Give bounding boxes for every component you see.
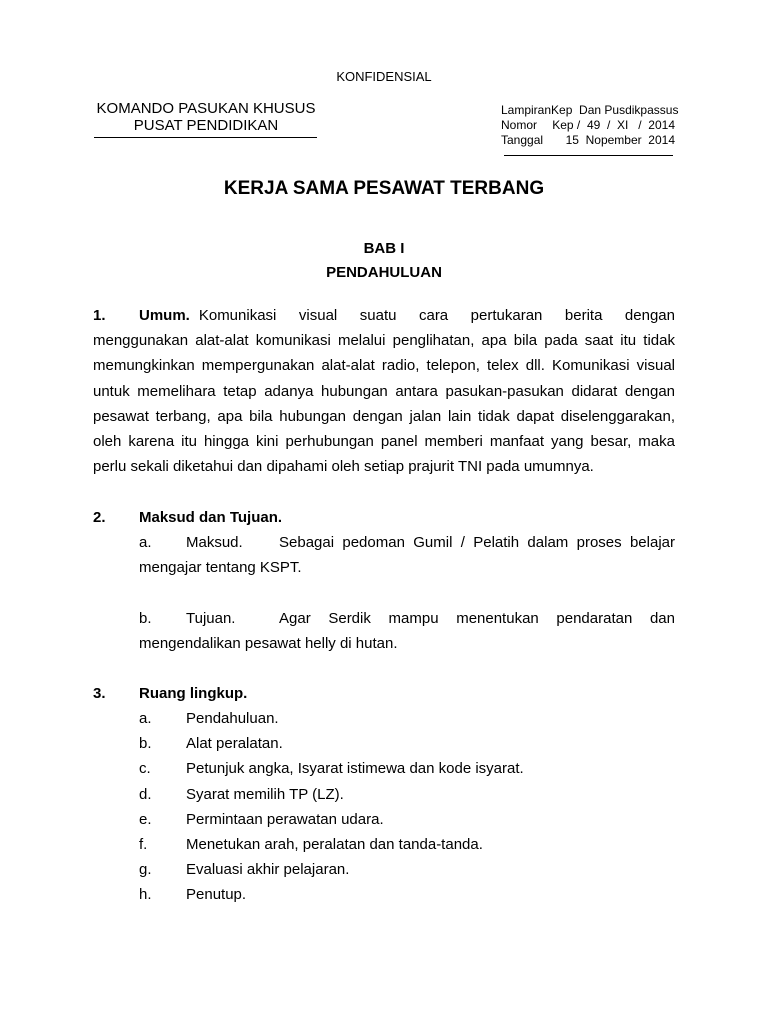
list-item: Pendahuluan. bbox=[186, 710, 279, 727]
org-name-line1: KOMANDO PASUKAN KHUSUS bbox=[96, 100, 316, 117]
list-item: Evaluasi akhir pelajaran. bbox=[186, 861, 350, 878]
paragraph-line: menggunakan alat-alat komunikasi melalui penglihatan, apa bila pada saat itu tidak bbox=[93, 332, 675, 350]
section-heading: Umum. bbox=[139, 307, 190, 324]
chapter-number: BAB I bbox=[363, 240, 405, 257]
org-underline bbox=[94, 137, 317, 138]
list-item: Syarat memilih TP (LZ). bbox=[186, 786, 344, 803]
list-item-letter: b. bbox=[139, 735, 152, 752]
sub-item-text: Sebagai pedoman Gumil / Pelatih dalam proses belajar bbox=[279, 534, 675, 551]
classification-label: KONFIDENSIAL bbox=[336, 69, 432, 84]
paragraph-line: perlu sekali diketahui dan dipahami oleh setiap prajurit TNI pada umumnya. bbox=[93, 458, 594, 476]
sub-item-label: Maksud. bbox=[186, 534, 243, 551]
list-item: Alat peralatan. bbox=[186, 735, 283, 752]
sub-item-text: mengendalikan pesawat helly di hutan. bbox=[139, 635, 398, 652]
list-item: Menetukan arah, peralatan dan tanda-tanda. bbox=[186, 836, 483, 853]
attachment-value: Kep Dan Pusdikpassus bbox=[551, 103, 679, 117]
list-item: Petunjuk angka, Isyarat istimewa dan kode isyarat. bbox=[186, 760, 524, 777]
paragraph-line: oleh karena itu hingga kini perhubungan panel memberi manfaat yang besar, maka bbox=[93, 433, 675, 451]
attachment-row-tanggal bbox=[501, 133, 675, 148]
sub-item-maksud bbox=[139, 530, 675, 580]
paragraph-line: untuk memelihara tetap adanya hubungan antara pasukan-pasukan didarat dengan bbox=[93, 382, 675, 400]
attachment-value: 15 Nopember 2014 bbox=[565, 133, 675, 147]
list-item: Penutup. bbox=[186, 886, 247, 903]
sub-item-tujuan bbox=[139, 606, 675, 656]
attachment-value: Kep / 49 / XI / 2014 bbox=[552, 118, 675, 132]
section-number: 3. bbox=[93, 685, 106, 702]
paragraph-line: memungkinkan mempergunakan alat-alat radio, telepon, telex dll. Komunikasi visual bbox=[93, 357, 675, 375]
list-item-letter: a. bbox=[139, 710, 152, 727]
section-number: 1. bbox=[93, 307, 106, 324]
attachment-label: Tanggal bbox=[501, 133, 544, 147]
section-number: 2. bbox=[93, 509, 106, 526]
chapter-name: PENDAHULUAN bbox=[326, 264, 442, 281]
sub-item-label: Tujuan. bbox=[186, 610, 236, 627]
sub-item-text: Agar Serdik mampu menentukan pendaratan dan bbox=[279, 610, 675, 627]
list-item-letter: d. bbox=[139, 786, 152, 803]
sub-item-letter: b. bbox=[139, 610, 152, 627]
attachment-row-lampiran bbox=[501, 103, 679, 118]
attachment-label: Nomor bbox=[501, 118, 538, 132]
section-heading: Maksud dan Tujuan. bbox=[139, 509, 283, 526]
list-item-letter: g. bbox=[139, 861, 152, 878]
document-title: KERJA SAMA PESAWAT TERBANG bbox=[223, 178, 545, 199]
section-1-paragraph bbox=[93, 303, 675, 479]
section-heading: Ruang lingkup. bbox=[139, 685, 248, 702]
list-item-letter: f. bbox=[139, 836, 148, 853]
list-item-letter: c. bbox=[139, 760, 151, 777]
attachment-row-nomor bbox=[501, 118, 675, 133]
sub-item-letter: a. bbox=[139, 534, 152, 551]
list-item-letter: h. bbox=[139, 886, 152, 903]
paragraph-line: pesawat terbang, apa bila hubungan dengan jalan lain tidak dapat diselenggarakan, bbox=[93, 407, 675, 425]
attachment-label: Lampiran bbox=[501, 103, 552, 117]
paragraph-line: Komunikasi visual suatu cara pertukaran berita dengan bbox=[198, 307, 675, 324]
sub-item-text: mengajar tentang KSPT. bbox=[139, 559, 302, 576]
org-name-line2: PUSAT PENDIDIKAN bbox=[133, 117, 279, 134]
attachment-underline bbox=[504, 155, 673, 156]
list-item-letter: e. bbox=[139, 811, 152, 828]
list-item: Permintaan perawatan udara. bbox=[186, 811, 384, 828]
